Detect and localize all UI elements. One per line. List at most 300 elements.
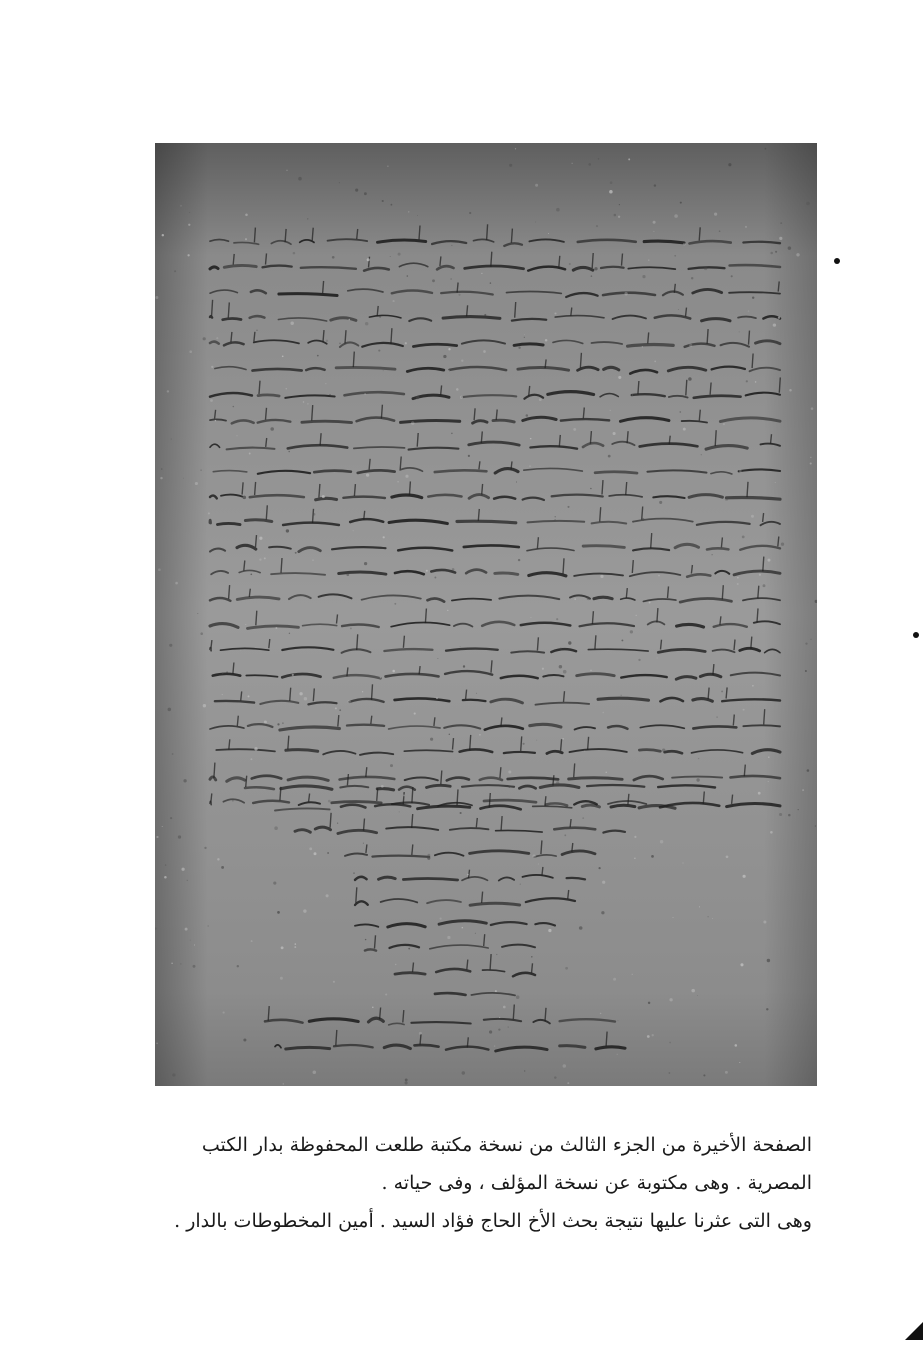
paper-speck [382,200,384,202]
paper-speck [587,597,590,600]
paper-speck [745,226,747,228]
paper-speck [712,554,713,555]
paper-speck [563,1064,567,1068]
paper-speck [289,633,290,634]
paper-speck [707,916,708,917]
handwriting-stroke [707,329,708,344]
paper-speck [468,455,470,457]
paper-speck [810,639,811,640]
paper-speck [394,603,396,605]
handwriting-stroke [764,709,765,724]
handwriting-stroke [487,224,488,240]
handwriting-stroke [353,352,354,368]
margin-dot [834,258,840,264]
paper-speck [731,275,733,277]
handwriting-stroke [320,433,321,445]
paper-speck [215,420,216,421]
paper-speck [788,814,791,817]
handwriting-stroke [648,332,649,343]
handwriting-stroke [403,636,404,648]
paper-speck [419,1032,422,1035]
handwriting-stroke [747,482,748,497]
paper-speck [737,583,739,585]
handwriting-stroke [377,789,393,790]
paper-speck [280,977,283,980]
paper-speck [366,473,369,476]
paper-speck [185,928,188,931]
handwriting-stroke [338,715,339,727]
paper-speck [748,310,749,311]
handwriting-stroke [347,774,348,785]
paper-speck [806,202,810,206]
handwriting-stroke [479,461,480,469]
paper-speck [216,337,218,339]
paper-speck [719,230,721,232]
handwriting-stroke [228,302,229,317]
paper-speck [752,296,754,298]
paper-speck [554,312,556,314]
paper-speck [572,163,573,164]
handwriting-stroke [732,795,733,804]
handwriting-stroke [288,736,289,750]
paper-speck [658,575,660,577]
paper-speck [462,1071,465,1074]
handwriting-stroke [515,302,516,318]
paper-speck [526,414,529,417]
handwriting-stroke [713,664,714,675]
manuscript-photo [155,143,817,1086]
paper-speck [617,1054,618,1055]
handwriting-stroke [574,763,575,777]
paper-speck [691,277,693,279]
paper-speck [638,659,640,661]
paper-speck [662,749,665,752]
paper-speck [240,649,241,650]
paper-speck [613,978,616,981]
handwriting-stroke [354,484,355,496]
paper-speck [440,918,442,920]
paper-speck [326,340,328,342]
paper-speck [395,964,396,965]
paper-speck [674,214,678,218]
paper-speck [390,256,391,257]
paper-speck [496,954,497,955]
paper-speck [398,253,401,256]
handwriting-stroke [269,639,270,648]
paper-speck [805,670,807,672]
handwriting-stroke [727,498,781,500]
paper-speck [691,989,695,993]
paper-speck [621,639,623,641]
handwriting-stroke [319,484,320,498]
paper-speck [155,296,158,299]
paper-speck [759,574,761,576]
handwriting-stroke [669,436,670,445]
paper-speck [516,482,517,483]
paper-speck [775,251,777,253]
handwriting-stroke [336,367,395,369]
paper-speck [365,322,368,325]
paper-speck [636,615,637,616]
paper-speck [548,929,551,932]
paper-speck [181,868,184,871]
paper-speck [158,568,161,571]
handwriting-stroke [391,328,392,344]
paper-speck [590,488,592,490]
paper-speck [259,537,262,540]
paper-speck [443,355,446,358]
paper-speck [632,974,633,975]
handwriting-stroke [570,819,571,827]
paper-speck [250,573,252,575]
handwriting-stroke [285,229,286,242]
handwriting-stroke [246,776,247,787]
handwriting-stroke [474,408,475,420]
paper-speck [426,570,428,572]
paper-speck [641,518,644,521]
paper-speck [383,536,385,538]
handwriting-stroke [481,431,482,443]
paper-speck [608,455,611,458]
paper-speck [524,334,525,335]
handwriting-stroke [375,935,376,948]
paper-speck [508,771,511,774]
handwriting-stroke [484,934,485,946]
handwriting-stroke [707,548,728,549]
handwriting-stroke [241,691,242,700]
paper-speck [594,267,597,270]
handwriting-stroke [542,867,543,876]
handwriting-stroke [779,377,780,392]
paper-speck [164,876,167,879]
paper-speck [618,216,620,218]
handwriting-stroke [211,793,212,802]
paper-speck [326,894,329,897]
handwriting-stroke [763,513,764,522]
paper-speck [447,936,450,939]
paper-speck [399,811,400,812]
handwriting-stroke [572,843,573,852]
paper-speck [156,836,158,838]
paper-speck [156,1042,158,1044]
handwriting-stroke [309,794,310,802]
paper-speck [518,559,520,561]
handwriting-stroke [357,229,358,239]
handwriting-stroke [569,778,622,780]
handwriting-stroke [715,430,716,446]
paper-speck [355,189,358,192]
paper-speck [417,215,418,216]
handwriting-stroke [364,511,365,520]
handwriting-stroke [313,509,314,523]
paper-speck [346,573,349,576]
paper-speck [648,1002,650,1004]
handwriting-stroke [521,736,522,751]
handwriting-stroke [595,635,596,649]
paper-speck [299,692,302,695]
paper-speck [653,221,656,224]
handwriting-stroke [513,1005,514,1020]
paper-speck [456,388,459,391]
handwriting-stroke [743,725,780,726]
paper-speck [810,462,812,464]
handwriting-stroke [763,557,764,572]
paper-speck [172,1073,175,1076]
paper-speck [683,863,684,864]
paper-speck [532,854,535,857]
paper-speck [217,858,219,860]
handwriting-stroke [403,792,404,804]
handwriting-stroke [627,431,628,443]
paper-speck [475,933,476,934]
paper-speck [606,772,607,773]
handwriting-stroke [588,737,589,750]
paper-speck [765,148,767,150]
handwriting-stroke [571,308,572,316]
handwriting-stroke [266,408,267,420]
handwriting-stroke [218,523,241,524]
paper-speck [602,881,605,884]
handwriting-stroke [545,1008,546,1022]
paper-speck [556,208,560,212]
paper-speck [282,722,284,724]
handwriting-stroke [721,537,722,547]
paper-speck [531,956,533,958]
handwriting-stroke [312,228,313,241]
paper-speck [378,350,380,352]
handwriting-stroke [592,611,593,624]
paper-speck [304,697,307,700]
paper-speck [397,481,399,483]
handwriting-stroke [511,461,512,469]
paper-speck [337,822,338,823]
handwriting-stroke [668,586,669,598]
handwriting-stroke [313,688,314,701]
paper-speck [596,225,598,227]
handwriting-stroke [223,318,241,319]
handwriting-stroke [771,434,772,444]
paper-speck [669,1042,671,1044]
paper-speck [461,360,463,362]
paper-speck [805,643,807,645]
paper-speck [779,237,782,240]
paper-speck [408,211,409,212]
handwriting-stroke [686,380,687,396]
paper-speck [698,758,699,759]
paper-speck [460,396,463,399]
handwriting-stroke [501,717,502,726]
paper-speck [539,596,540,597]
handwriting-stroke [537,537,538,548]
caption-line: وهى التى عثرنا عليها نتيجة بحث الأخ الحاج فؤاد السيد . أمين المخطوطات بالدار . [174,1210,812,1232]
handwriting-stroke [686,308,687,317]
paper-speck [162,234,164,236]
paper-speck [516,995,520,999]
handwriting-stroke [504,752,535,753]
handwriting-stroke [606,1032,607,1047]
handwriting-stroke [266,253,267,264]
handwriting-stroke [476,818,477,827]
paper-speck [180,963,181,964]
paper-speck [458,294,460,296]
handwriting-stroke [403,1010,404,1022]
paper-speck [350,627,352,629]
paper-speck [628,158,630,160]
handwriting-stroke [595,472,637,473]
paper-speck [275,627,277,629]
handwriting-stroke [266,438,267,447]
paper-speck [204,847,206,849]
paper-speck [509,164,512,167]
paper-speck [469,212,471,214]
handwriting-stroke [314,471,351,473]
paper-speck [372,1007,374,1009]
paper-speck [174,270,176,272]
handwriting-stroke [467,1037,468,1047]
paper-speck [669,1072,671,1074]
handwriting-stroke [611,805,635,807]
paper-speck [735,1044,738,1047]
handwriting-stroke [564,691,565,702]
paper-speck [499,1017,500,1018]
handwriting-stroke [212,300,213,316]
handwriting-stroke [345,330,346,343]
paper-speck [317,355,319,357]
paper-speck [669,998,672,1001]
paper-speck [683,428,686,431]
handwriting-stroke [733,715,734,726]
handwriting-stroke [337,614,338,623]
paper-speck [416,396,420,400]
paper-speck [725,1071,728,1074]
paper-speck [712,918,713,919]
handwriting-stroke [330,813,331,828]
paper-speck [560,648,562,650]
paper-speck [193,965,196,968]
paper-speck [555,516,556,517]
paper-speck [726,855,729,858]
handwriting-stroke [210,520,211,523]
paper-speck [190,940,191,941]
paper-speck [524,337,525,338]
handwriting-stroke [758,586,759,599]
paper-speck [480,494,482,496]
paper-speck [171,963,173,965]
handwriting-stroke [233,254,234,265]
paper-speck [624,292,627,295]
paper-speck [781,543,784,546]
paper-speck [610,181,613,184]
handwriting-stroke [381,405,382,419]
handwriting-stroke [365,949,376,950]
paper-speck [327,852,329,854]
paper-speck [524,1070,525,1071]
paper-speck [642,275,645,278]
paper-speck [763,921,766,924]
paper-speck [539,398,542,401]
handwriting-stroke [568,890,569,899]
paper-speck [678,309,679,310]
paper-speck [484,314,486,316]
paper-speck [448,370,449,371]
paper-speck [563,670,567,674]
paper-speck [245,624,246,625]
paper-speck [232,800,234,802]
paper-speck [569,263,571,265]
handwriting-stroke [703,792,704,804]
paper-speck [742,536,745,539]
handwriting-stroke [720,616,721,625]
paper-speck [573,428,576,431]
handwriting-stroke [639,750,660,752]
paper-speck [237,965,239,967]
handwriting-stroke [266,505,267,519]
paper-speck [339,182,340,183]
paper-speck [221,866,224,869]
handwriting-stroke [734,640,735,651]
paper-speck [620,695,621,696]
handwriting-stroke [229,739,230,749]
paper-speck [450,278,451,279]
paper-speck [536,740,537,741]
handwriting-stroke [413,963,414,973]
handwriting-stroke [237,716,238,726]
paper-speck [460,812,462,814]
paper-speck [567,506,569,508]
handwriting-stroke [312,405,313,421]
paper-speck [313,1070,317,1074]
handwriting-stroke [583,408,584,419]
paper-speck [208,926,209,927]
paper-speck [642,346,643,347]
paper-speck [314,852,317,855]
handwriting-stroke [255,482,256,495]
paper-speck [688,377,692,381]
handwriting-stroke [559,256,560,267]
handwriting-stroke [490,954,491,970]
handwriting-stroke [752,354,753,369]
paper-speck [408,948,410,950]
paper-speck [180,205,181,206]
paper-speck [427,857,430,860]
handwriting-stroke [281,558,282,573]
paper-speck [463,665,465,667]
paper-speck [380,677,381,678]
handwriting-stroke [495,573,518,574]
handwriting-stroke [256,535,257,547]
handwriting-stroke [482,484,483,496]
handwriting-stroke [347,725,384,726]
paper-speck [256,330,257,331]
paper-speck [701,454,702,455]
paper-speck [523,743,525,745]
paper-speck [518,347,520,349]
paper-speck [434,577,436,579]
handwriting-stroke [674,284,675,293]
handwriting-stroke [256,611,257,626]
handwriting-stroke [644,241,684,243]
handwriting-stroke [215,410,216,419]
handwriting-stroke [751,637,752,649]
paper-speck [364,192,367,195]
paper-speck [554,519,556,521]
handwriting-stroke [470,735,471,750]
handwriting-stroke [657,608,658,622]
paper-speck [535,184,538,187]
handwriting-stroke [417,433,418,447]
handwriting-stroke [583,546,624,548]
handwriting-stroke [316,498,337,500]
